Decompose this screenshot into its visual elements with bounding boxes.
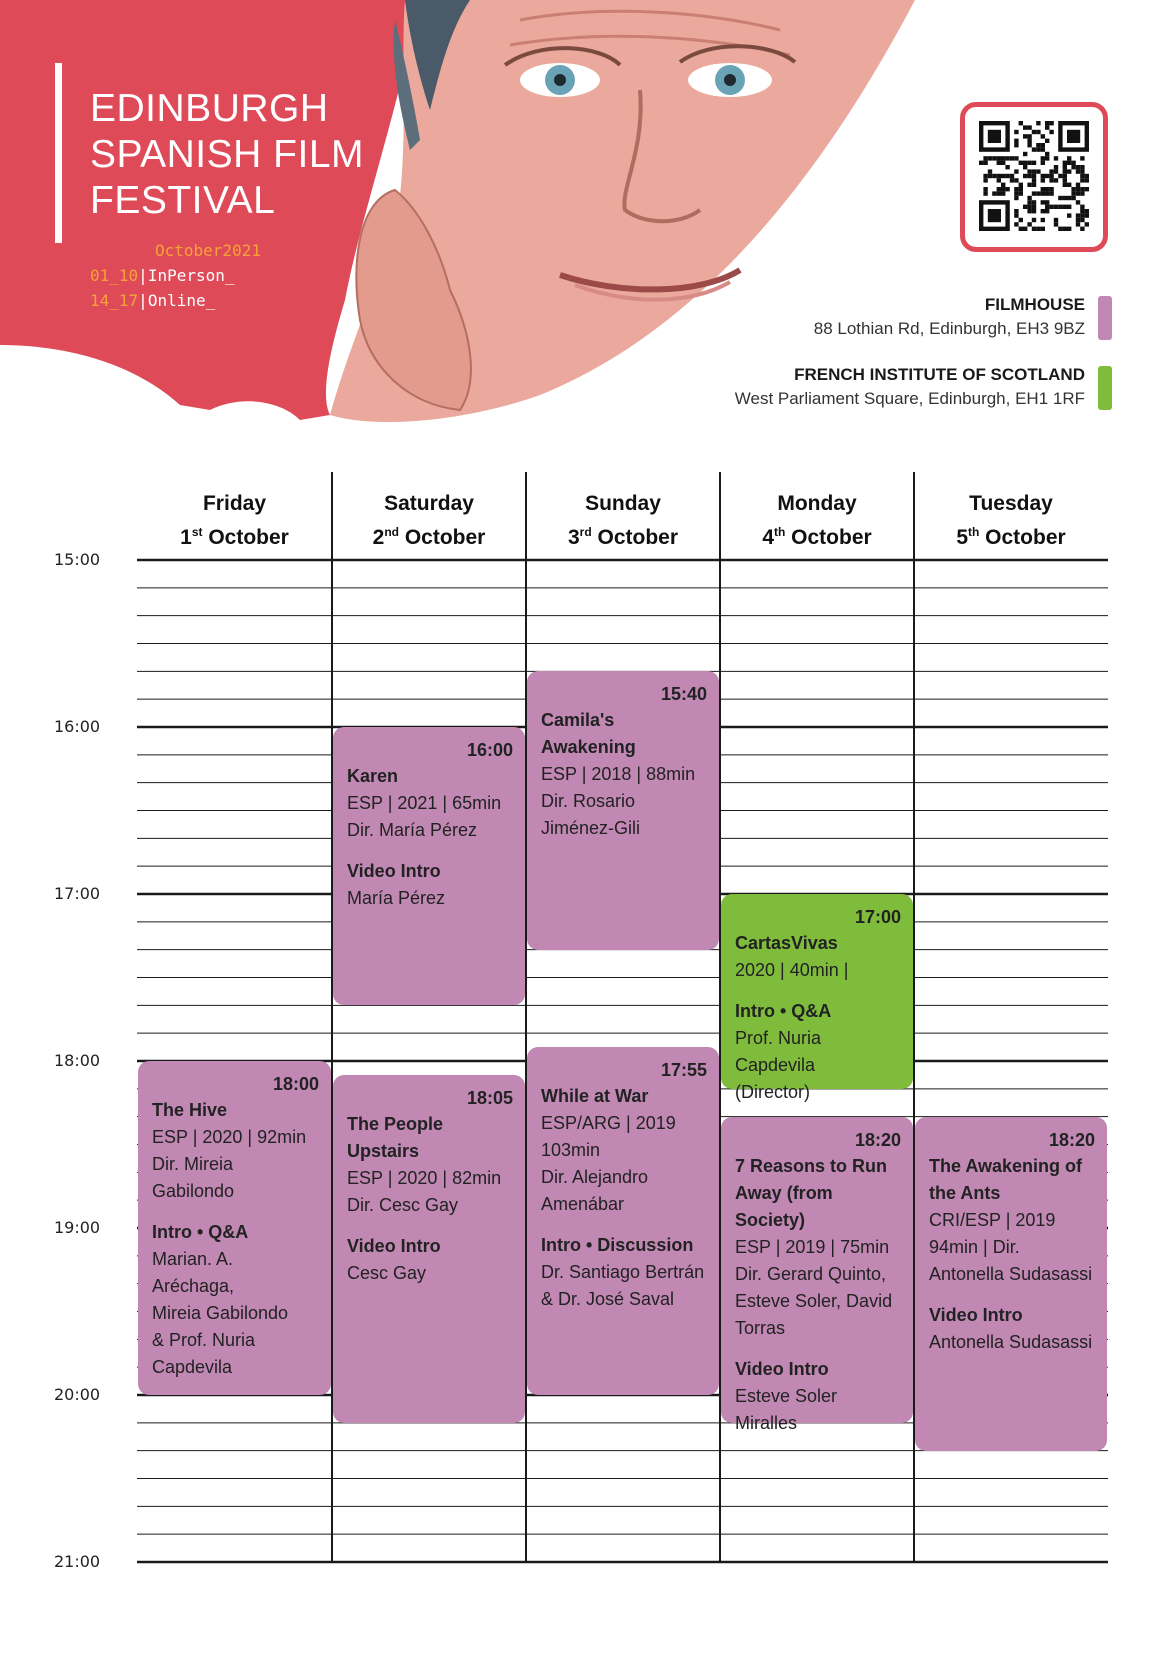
section-spacer bbox=[541, 1218, 707, 1232]
event-extra-detail: Cesc Gay bbox=[347, 1262, 427, 1283]
date-range: 14_17 bbox=[90, 291, 139, 310]
date: 1st October bbox=[180, 525, 289, 549]
date-row-online: 14_17|Online_ bbox=[90, 291, 216, 310]
section-spacer bbox=[929, 1288, 1095, 1302]
venue-name: FILMHOUSE bbox=[984, 295, 1085, 314]
event-extra-detail: Prof. Nuria Capdevila bbox=[735, 1028, 822, 1075]
event-extra-detail: María Pérez bbox=[347, 888, 446, 908]
event-detail: ESP | 2021 | 65min bbox=[347, 793, 502, 813]
event-title: Camila's Awakening bbox=[541, 710, 636, 758]
event-detail: Dir. Alejandro bbox=[541, 1167, 649, 1188]
event-time: 18:20 bbox=[854, 1129, 901, 1150]
event-detail: Esteve Soler, David bbox=[735, 1290, 893, 1311]
event-detail: Dir. María Pérez bbox=[347, 820, 478, 840]
day-header bbox=[914, 490, 1108, 552]
event-detail: CRI/ESP | 2019 bbox=[929, 1209, 1056, 1230]
event-detail: ESP | 2020 | 82min bbox=[347, 1167, 502, 1188]
hour-label: 16:00 bbox=[54, 717, 101, 736]
section-spacer bbox=[735, 1342, 901, 1356]
section-spacer bbox=[347, 844, 513, 858]
event-extra-title: Intro • Q&A bbox=[152, 1222, 249, 1242]
hour-label: 18:00 bbox=[54, 1051, 101, 1070]
hour-label: 21:00 bbox=[54, 1552, 101, 1571]
day-header bbox=[332, 490, 526, 552]
event-extra-detail: & Prof. Nuria bbox=[152, 1330, 256, 1350]
month-label: October2021 bbox=[155, 241, 261, 260]
event-detail: ESP | 2020 | 92min bbox=[152, 1127, 307, 1147]
event-detail: ESP | 2019 | 75min bbox=[735, 1236, 890, 1257]
weekday: Sunday bbox=[585, 492, 661, 515]
section-spacer bbox=[152, 1205, 319, 1219]
event-extra-title: Intro • Discussion bbox=[541, 1235, 694, 1256]
day-header bbox=[526, 490, 720, 552]
weekday: Monday bbox=[777, 492, 857, 515]
event-extra-detail: Esteve Soler Miralles bbox=[735, 1385, 838, 1433]
event-extra-title: Video Intro bbox=[735, 1358, 829, 1379]
event-extra-title: Video Intro bbox=[929, 1304, 1023, 1325]
section-spacer bbox=[735, 984, 901, 998]
date: 5th October bbox=[956, 525, 1066, 549]
event-detail: Antonella Sudasassi bbox=[929, 1263, 1093, 1284]
date-range: 01_10 bbox=[90, 266, 139, 285]
title-line: SPANISH FILM bbox=[90, 133, 364, 176]
date-row-in-person: 01_10|InPerson_ bbox=[90, 266, 235, 285]
event-time: 18:20 bbox=[1048, 1129, 1095, 1150]
event-title: The Hive bbox=[152, 1100, 228, 1120]
event-card[interactable] bbox=[333, 1075, 525, 1423]
event-detail: Torras bbox=[735, 1317, 786, 1338]
event-extra-detail: Marian. A. Aréchaga, bbox=[152, 1249, 235, 1296]
weekday: Saturday bbox=[384, 492, 474, 515]
event-extra-detail: Antonella Sudasassi bbox=[929, 1331, 1093, 1352]
event-time: 18:00 bbox=[272, 1074, 319, 1094]
hour-label: 19:00 bbox=[54, 1218, 101, 1237]
date: 4th October bbox=[762, 525, 872, 549]
section-spacer bbox=[347, 1219, 513, 1233]
date: 2nd October bbox=[372, 525, 486, 549]
event-card[interactable] bbox=[915, 1117, 1107, 1451]
event-detail: 2020 | 40min | bbox=[735, 960, 849, 980]
event-extra-detail: Dr. Santiago Bertrán bbox=[541, 1262, 705, 1283]
event-title: While at War bbox=[541, 1086, 649, 1107]
event-time: 17:00 bbox=[854, 907, 901, 927]
event-time: 16:00 bbox=[466, 740, 513, 760]
event-detail: Jiménez-Gili bbox=[541, 818, 641, 839]
event-extra-detail: Capdevila bbox=[152, 1357, 233, 1377]
event-title: The People Upstairs bbox=[347, 1113, 444, 1161]
weekday: Tuesday bbox=[969, 492, 1053, 515]
event-extra-detail: Mireia Gabilondo bbox=[152, 1303, 289, 1323]
event-detail: Amenábar bbox=[541, 1194, 625, 1215]
event-extra-title: Video Intro bbox=[347, 1235, 441, 1256]
event-card[interactable] bbox=[333, 727, 525, 1005]
weekday: Friday bbox=[202, 492, 267, 515]
hour-label: 20:00 bbox=[54, 1385, 101, 1404]
event-detail: Dir. Cesc Gay bbox=[347, 1194, 459, 1215]
hour-label: 17:00 bbox=[54, 884, 101, 903]
event-card[interactable] bbox=[721, 1117, 913, 1433]
venue-address: 88 Lothian Rd, Edinburgh, EH3 9BZ bbox=[813, 319, 1085, 338]
event-detail: 94min | Dir. bbox=[929, 1236, 1020, 1257]
event-detail: Dir. Rosario bbox=[541, 791, 636, 812]
venue-name: FRENCH INSTITUTE OF SCOTLAND bbox=[794, 365, 1085, 384]
event-card[interactable] bbox=[721, 894, 913, 1102]
event-time: 15:40 bbox=[660, 684, 707, 705]
event-detail: 103min bbox=[541, 1140, 601, 1161]
day-header bbox=[137, 490, 332, 552]
venue-address: West Parliament Square, Edinburgh, EH1 1RF bbox=[734, 389, 1085, 408]
title-line: FESTIVAL bbox=[90, 179, 276, 222]
event-time: 17:55 bbox=[660, 1060, 707, 1081]
event-detail: Dir. Gerard Quinto, bbox=[735, 1263, 887, 1284]
event-extra-detail: & Dr. José Saval bbox=[541, 1289, 675, 1310]
mode-label: Online_ bbox=[147, 291, 216, 310]
date: 3rd October bbox=[567, 525, 679, 549]
title-line: EDINBURGH bbox=[90, 87, 329, 130]
event-title: CartasVivas bbox=[735, 933, 838, 953]
event-card[interactable] bbox=[527, 671, 719, 949]
event-title: The Awakening of the Ants bbox=[929, 1155, 1083, 1203]
event-detail: ESP | 2018 | 88min bbox=[541, 764, 696, 785]
hour-label: 15:00 bbox=[54, 550, 101, 569]
event-extra-detail: (Director) bbox=[735, 1082, 810, 1102]
event-title: 7 Reasons to Run Away (from Society) bbox=[735, 1155, 888, 1230]
event-extra-title: Intro • Q&A bbox=[735, 1001, 832, 1021]
event-extra-title: Video Intro bbox=[347, 861, 441, 881]
event-detail: Dir. Mireia Gabilondo bbox=[152, 1154, 235, 1201]
event-time: 18:05 bbox=[466, 1087, 513, 1108]
event-title: Karen bbox=[347, 766, 399, 786]
event-card[interactable] bbox=[527, 1047, 719, 1395]
day-header bbox=[720, 490, 914, 552]
event-card[interactable] bbox=[138, 1061, 331, 1395]
event-detail: ESP/ARG | 2019 bbox=[541, 1113, 676, 1134]
mode-label: InPerson_ bbox=[147, 266, 235, 285]
